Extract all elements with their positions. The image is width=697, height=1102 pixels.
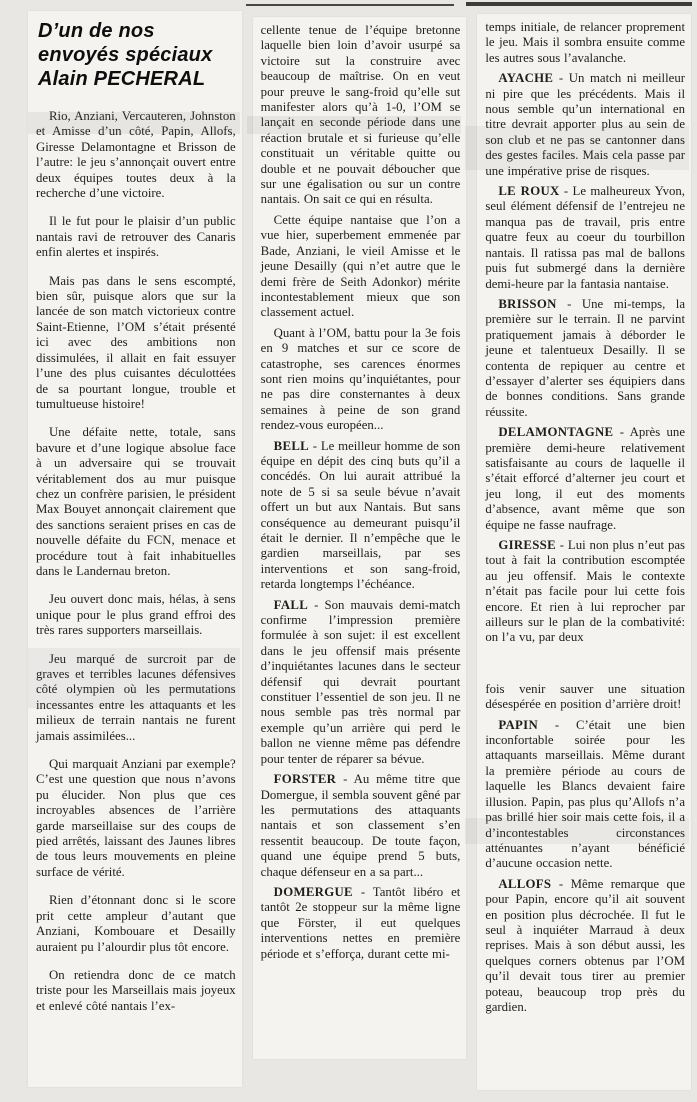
column-1 (28, 11, 242, 1087)
paragraph: temps initiale, de relancer proprement le jeu. Mais il sombra ensuite comme les autres sous l’avalanche. (485, 20, 686, 65)
paragraph: Rien d’étonnant donc si le score prit cette ampleur d’autant que Anziani, Kombouare et Desailly auraient pu l’alourdir plus tôt encore. (36, 893, 236, 954)
player-rating-paragraph: ALLOFS - Même remarque que pour Papin, encore qu’il ait souvent en position plus décrochée. Il fut le seul à inquiéter Marraud à deux reprises. Mais à son début aussi, les quelques corners obtenus par l’OM qu’il devait tous tirer au premier poteau, beaucoup trop près du gardien. (485, 876, 686, 1014)
paragraph: Rio, Anziani, Vercauteren, Johnston et Amisse d’un côté, Papin, Allofs, Giresse Delamontagne et Brisson de l’autre: le jeu s’annonçait ouvert entre deux équipes toutes deux à la recherche d’une victoire. (36, 109, 236, 201)
player-name: GIRESSE (498, 538, 556, 552)
paragraph: Mais pas dans le sens escompté, bien sûr, puisque alors que sur la lancée de son match victorieux contre Saint-Etienne, l’OM s’était présenté ici avec des ambitions non dissimulées, il allait en fait essuyer l’une des plus cuisantes déculottées de sa pourtant longue, trouble et tumultueuse histoire! (36, 273, 236, 411)
player-name: BELL (273, 438, 310, 453)
column-3-body (485, 20, 685, 1015)
paragraph: Cette équipe nantaise que l’on a vue hier, superbement emmenée par Bade, Anziani, le vieil Amisse et le jeune Desailly (qui n’et autre que le demi frère de Seith Adonkor) mérite incontestablement mieux que son classement actuel. (260, 212, 461, 320)
player-name: LE ROUX (498, 184, 560, 199)
byline-intro: D’un de nos envoyés spéciaux (38, 20, 213, 66)
player-name: DOMERGUE (273, 884, 353, 899)
byline (38, 19, 236, 91)
player-rating-paragraph: BELL - Le meilleur homme de son équipe en dépit des cinq buts qu’il a concédés. On lui aurait attribué la note de 5 si sa seule bévue n’avait offert un but aux Nantais. But sans conséquence au demeurant puisqu’il était le dernier. Il n’empêche que le gardien marseillais, par ses interventions et son sang-froid, retarda longtemps l’échéance. (260, 438, 461, 592)
player-name: ALLOFS (498, 876, 552, 891)
player-rating-paragraph: BRISSON - Une mi-temps, la première sur le terrain. Il ne parvint pratiquement jamais à déborder le jeune et talentueux Desailly. Il se contenta de repiquer au centre et d’essayer d’alerter ses équipiers dans de bonnes conditions. Sans grande réussite. (485, 296, 686, 419)
paragraph: Qui marquait Anziani par exemple? C’est une question que nous n’avons pu élucider. Non plus que ces incroyables absences de l’arrière garde marseillaise sur des coups de pied arrêtés, laissant des Jaunes libres de tous leurs mouvements en pleine surface de vérité. (36, 757, 236, 879)
paragraph: Quant à l’OM, battu pour la 3e fois en 9 matches et sur ce score de catastrophe, ses carences énormes sont rien moins qu’inquiétantes, pour ne pas dire consternantes à deux semaines à peine de son grand rendez-vous européen... (260, 325, 461, 433)
player-rating-paragraph: FALL - Son mauvais demi-match confirme l’impression première formulée à son sujet: il est excellent dans le jeu offensif mais présente d’inquiétantes lacunes dans le secteur défensif qui devrait pourtant constituer l’essentiel de son jeu. Il ne nous semble pas très normal par exemple qu’un arrière qui perd le ballon ne vienne même pas défendre pour tenter de réparer sa bévue. (260, 597, 461, 766)
player-rating-paragraph: GIRESSE - Lui non plus n’eut pas tout à fait la contribution escomptée au jeu offensif. Mais le contexte n’était pas facile pour lui cette fois encore. Et rien à lui reprocher par ailleurs sur le plan de la combativité: on l’a vu, par deux (485, 538, 686, 645)
player-rating-paragraph: AYACHE - Un match ni meilleur ni pire que les précédents. Mais il nous semble qu’un international en titre devrait apporter plus au sein de son club et ne pas se cantonner dans des gestes faciles. Mais cela passe par une impérative prise de risques. (485, 71, 686, 178)
byline-author: Alain PECHERAL (38, 68, 206, 90)
paragraph: Jeu marqué de surcroit par de graves et terribles lacunes défensives côté olympien où les permutations incessantes entre les attaquants et les milieux de terrain nantais ne furent jamais assimilées... (36, 651, 236, 743)
player-name: AYACHE (498, 71, 554, 86)
column-2-body (261, 23, 461, 962)
paragraph: fois venir sauver une situation désespérée en position d’arrière droit! (485, 681, 686, 712)
player-rating-paragraph: DELAMONTAGNE - Après une première demi-heure relativement satisfaisante au cours de laquelle il s’était efforcé d’alterner jeu court et jeu long, il eut des moments d’absence, avant même que son équipe ne fasse naufrage. (485, 425, 686, 532)
player-rating-paragraph: FORSTER - Au même titre que Domergue, il sembla souvent gêné par les permutations des attaquants nantais et son classement s’en ressentit beaucoup. De toute façon, quand une équipe prend 5 buts, chaque défenseur en a sa part... (260, 772, 461, 879)
player-rating-paragraph: LE ROUX - Le malheureux Yvon, seul élément défensif de l’entrejeu ne manqua pas de travail, pris entre quatre feux au coeur du tourbillon nantais. Il ratissa pas mal de ballons puis fut submergé dans la dernière demi-heure par la fantasia nantaise. (485, 184, 686, 291)
player-name: DELAMONTAGNE (498, 425, 614, 440)
paragraph: On retiendra donc de ce match triste pour les Marseillais mais joyeux et enlevé côté nantais l’ex- (36, 967, 236, 1013)
player-name: PAPIN (498, 717, 538, 732)
player-name: FORSTER (273, 772, 337, 787)
player-name: BRISSON (498, 296, 557, 311)
column-1-body (36, 109, 236, 1014)
paragraph: Il le fut pour le plaisir d’un public nantais ravi de retrouver des Canaris enfin alertes et inspirés. (36, 214, 236, 260)
column-3 (477, 14, 691, 1090)
paragraph: cellente tenue de l’équipe bretonne laquelle bien loin d’avoir usurpé sa victoire sut la construire avec beaucoup de maîtrise. On en veut pour preuve le sang-froid qu’elle sut manifester alors qu’à 1-0, l’OM se lançait en seconde période dans une réaction brutale et si furieuse qu’elle constituait un véritable quitte ou double et ne pouvait déboucher que sur une égalisation ou sur un contre nantais. On sait ce qui en résulta. (260, 23, 461, 207)
paragraph: Jeu ouvert donc mais, hélas, à sens unique pour le plus grand effroi des très rares supporters marseillais. (36, 592, 236, 638)
player-name: FALL (273, 597, 309, 612)
player-rating-paragraph: DOMERGUE - Tantôt libéro et tantôt 2e stoppeur sur la même ligne que Förster, il eut quelques interventions nettes en première période et s’efforça, durant cette mi- (260, 884, 461, 961)
column-2 (253, 17, 467, 1059)
paragraph: Une défaite nette, totale, sans bavure et d’une logique absolue face à un adversaire qui se trouvait véritablement dos au mur puisque chez un confrère parisien, le président Max Bouyet annonçait clairement que des sanctions seraient prises en cas de nouvelle défaite du FCN, menace et procédure tout à fait inhabituelles dans le Landernau breton. (36, 425, 236, 578)
player-rating-paragraph: PAPIN - C’était une bien inconfortable soirée pour les attaquants marseillais. Même durant la première période au cours de laquelle les Blancs devaient faire illusion. Papin, pas plus qu’Allofs n’a pas brillé hier soir mais cette fois, il a d’incontestables circonstances atténuantes n’ayant bénéficié d’aucune occasion nette. (485, 717, 686, 871)
